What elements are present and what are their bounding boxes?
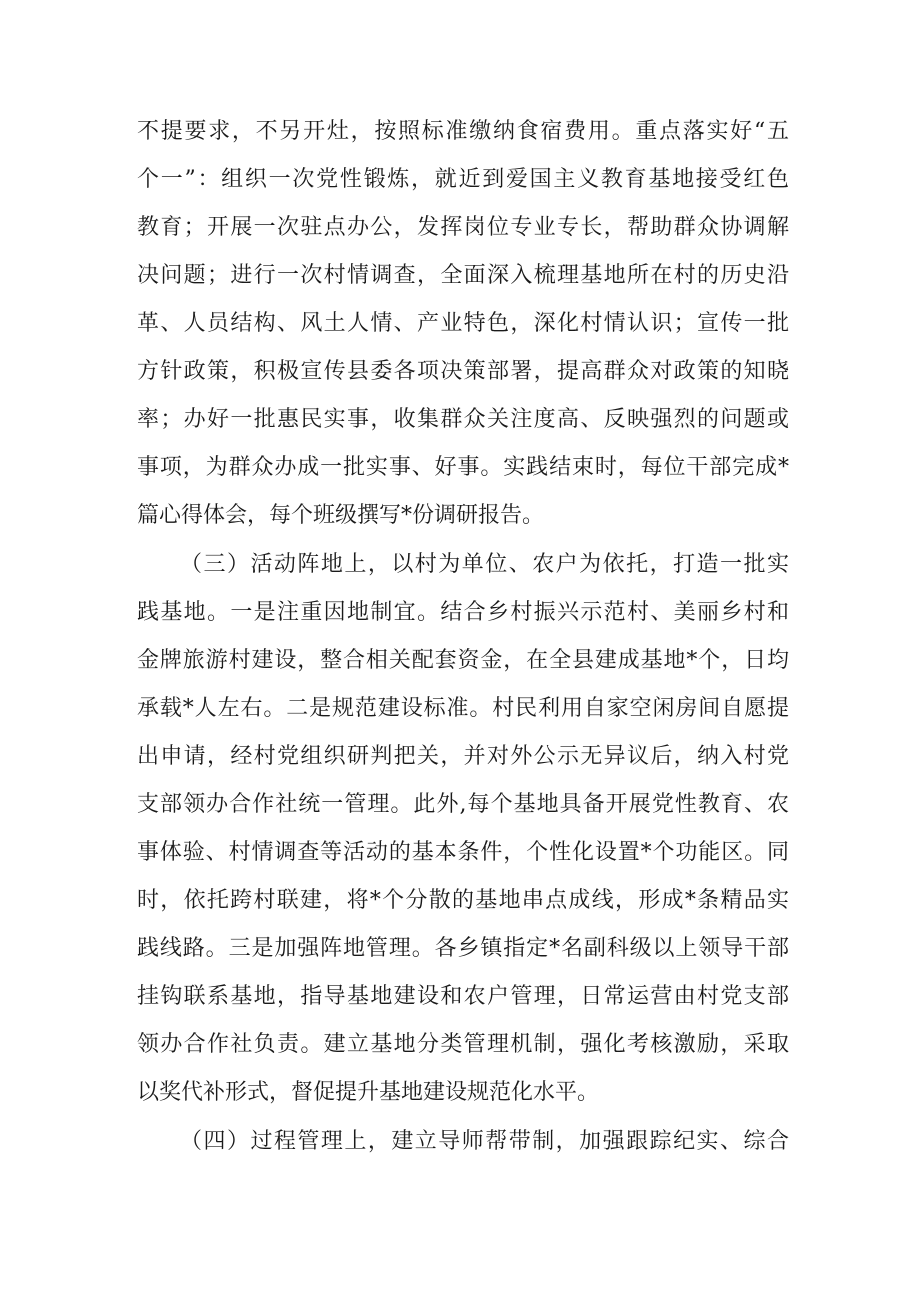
text-line: 革、人员结构、风土人情、产业特色，深化村情认识；宣传一批 <box>137 311 789 336</box>
text-line: 践线路。三是加强阵地管理。各乡镇指定*名副科级以上领导干部 <box>137 936 789 961</box>
text-line: 决问题；进行一次村情调查，全面深入梳理基地所在村的历史沿 <box>137 263 789 288</box>
paragraph-heading-line: （三）活动阵地上，以村为单位、农户为依托，打造一批实 <box>180 552 789 577</box>
text-line: 篇心得体会，每个班级撰写*份调研报告。 <box>137 503 545 528</box>
paragraph-heading-line: （四）过程管理上，建立导师帮带制，加强跟踪纪实、综合 <box>180 1129 789 1154</box>
text-line: 挂钩联系基地，指导基地建设和农户管理，日常运营由村党支部 <box>137 984 789 1009</box>
text-line: 不提要求，不另开灶，按照标准缴纳食宿费用。重点落实好“五 <box>137 119 789 144</box>
text-line: 承载*人左右。二是规范建设标准。村民利用自家空闲房间自愿提 <box>137 696 789 721</box>
text-line: 个一”：组织一次党性锻炼，就近到爱国主义教育基地接受红色 <box>137 167 789 192</box>
text-line: 事体验、村情调查等活动的基本条件，个性化设置*个功能区。同 <box>137 840 789 865</box>
text-line: 支部领办合作社统一管理。此外,每个基地具备开展党性教育、农 <box>137 792 789 817</box>
text-line: 方针政策，积极宣传县委各项决策部署，提高群众对政策的知晓 <box>137 359 789 384</box>
text-line: 领办合作社负责。建立基地分类管理机制，强化考核激励，采取 <box>137 1032 789 1057</box>
text-line: 时，依托跨村联建，将*个分散的基地串点成线，形成*条精品实 <box>137 888 789 913</box>
text-line: 以奖代补形式，督促提升基地建设规范化水平。 <box>137 1080 600 1105</box>
text-line: 金牌旅游村建设，整合相关配套资金，在全县建成基地*个，日均 <box>137 648 789 673</box>
text-line: 践基地。一是注重因地制宜。结合乡村振兴示范村、美丽乡村和 <box>137 600 789 625</box>
text-line: 教育；开展一次驻点办公，发挥岗位专业专长，帮助群众协调解 <box>137 215 789 240</box>
text-line: 事项，为群众办成一批实事、好事。实践结束时，每位干部完成* <box>137 455 789 480</box>
text-line: 出申请，经村党组织研判把关，并对外公示无异议后，纳入村党 <box>137 744 789 769</box>
text-line: 率；办好一批惠民实事，收集群众关注度高、反映强烈的问题或 <box>137 407 789 432</box>
